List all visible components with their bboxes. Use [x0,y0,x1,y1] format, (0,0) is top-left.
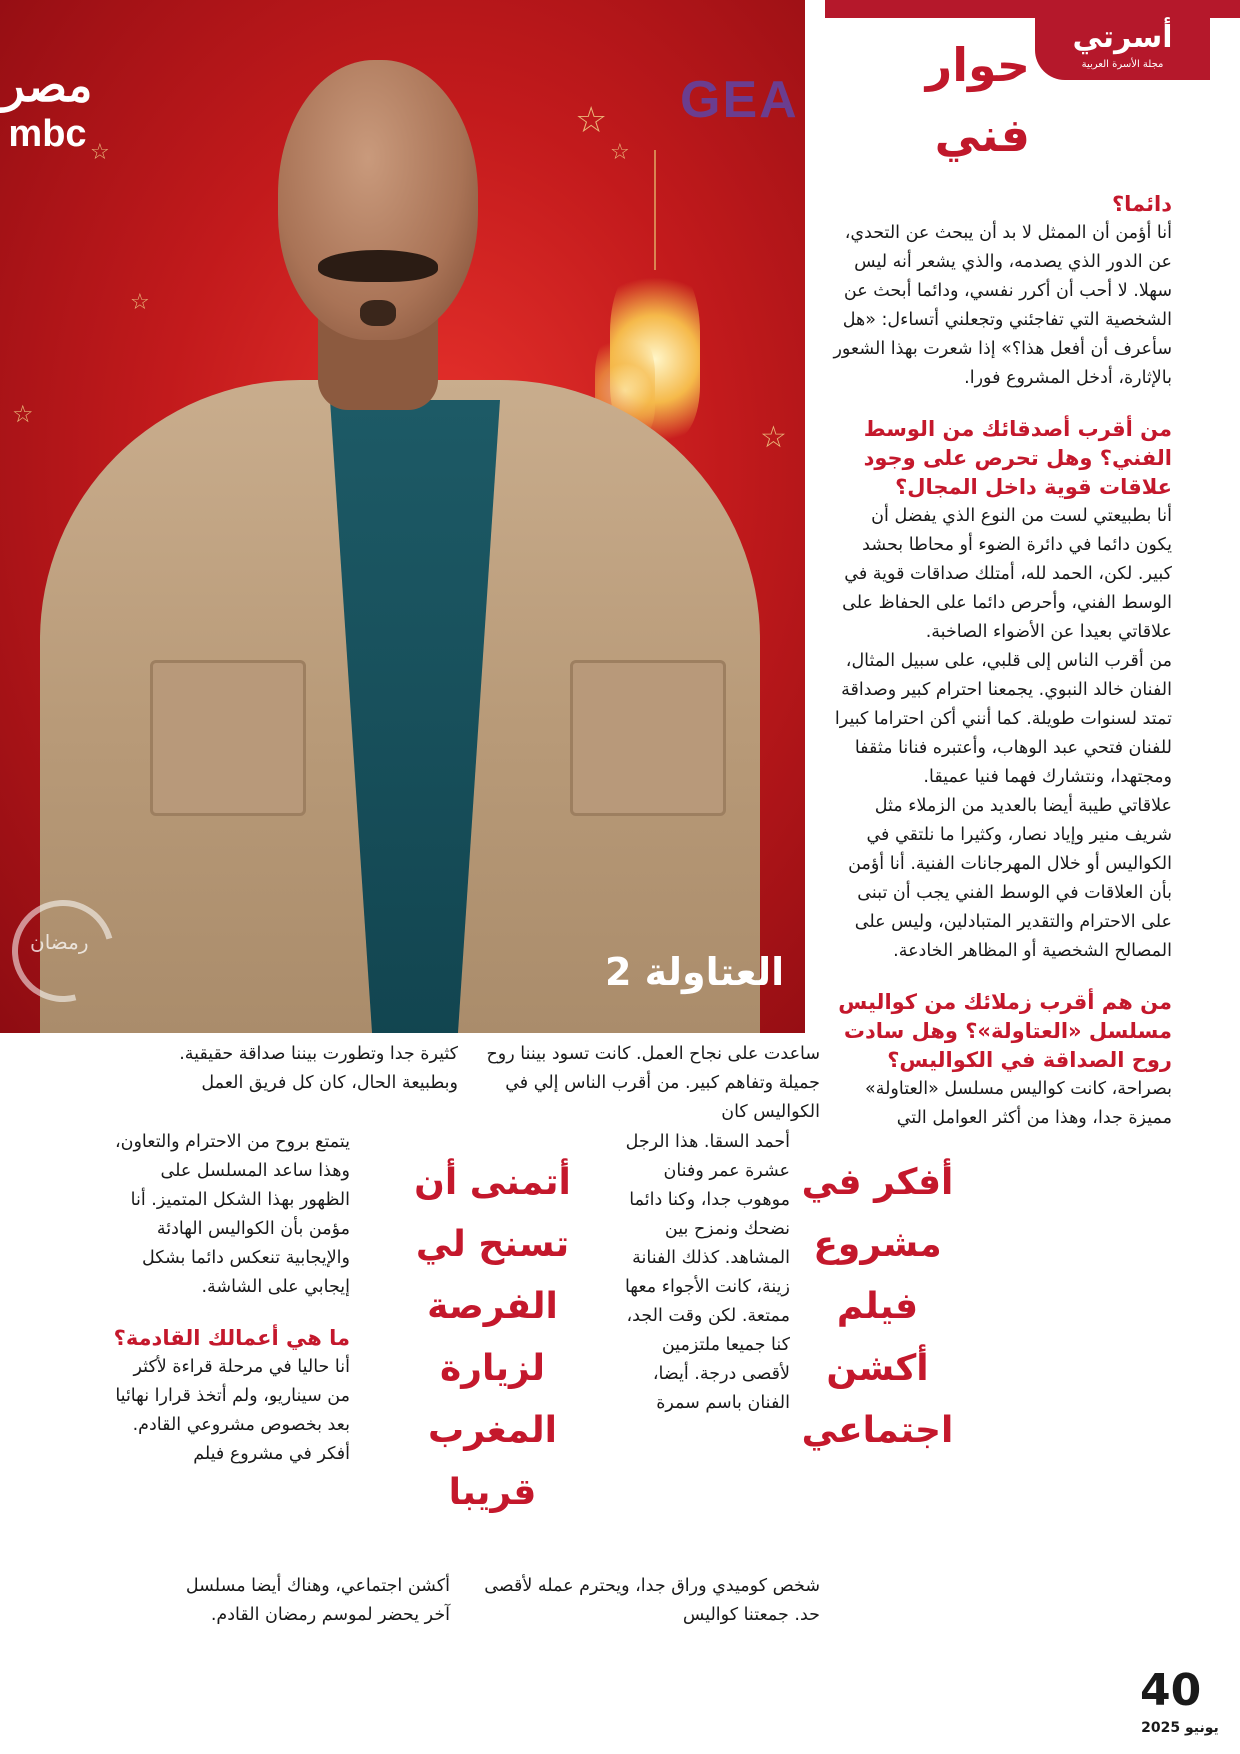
person-head [278,60,478,340]
interview-question: من هم أقرب زملائك من كواليس مسلسل «العتاولة»؟ وهل سادت روح الصداقة في الكواليس؟ [838,990,1172,1072]
jacket-pocket [570,660,726,816]
article-column-middle-top: ساعدت على نجاح العمل. كانت تسود بيننا روح جميلة وتفاهم كبير. من أقرب الناس إلي في الكواليس كان [486,1044,820,1122]
issue-date: يونيو 2025 [1141,1720,1219,1736]
paragraph: من أقرب الناس إلى قلبي، على سبيل المثال، الفنان خالد النبوي. يجمعنا احترام كبير وصداقة تمتد لسنوات طويلة. كما أنني أكن احتراما كبيرا للفنان فتحي عبد الوهاب، وأعتبره فنانا مثقفا ومجتهدا، ونتشارك فهما فنيا عميقا. [834,651,1172,787]
interview-question: ما هي أعمالك القادمة؟ [113,1326,350,1350]
article-column-left-bottom: أكشن اجتماعي، وهناك أيضا مسلسل آخر يحضر لموسم رمضان القادم. [185,1576,450,1625]
page-number: 40 [1140,1665,1202,1716]
paragraph: وبطبيعة الحال، كان كل فريق العمل [201,1073,458,1093]
jacket-pocket [150,660,306,816]
paragraph: علاقاتي طيبة أيضا بالعديد من الزملاء مثل شريف منير وإياد نصار، وكثيرا ما نلتقي في الكواليس أو خلال المهرجانات الفنية. أنا أؤمن بأن العلاقات في الوسط الفني يجب أن تبنى على الاحترام والتقدير المتبادلين، وليس على المصالح الشخصية أو المظاهر الخادعة. [848,796,1172,961]
paragraph: أنا بطبيعتي لست من النوع الذي يفضل أن يكون دائما في دائرة الضوء أو محاطا بحشد كبير. لكن، الحمد لله، أمتلك صداقات قوية في الوسط الفني، وأحرص دائما على الحفاظ على علاقاتي بعيدا عن الأضواء الصاخبة. [842,506,1172,642]
star-icon: ☆ [760,420,787,455]
interview-question: دائما؟ [1111,192,1172,216]
article-column-middle-bottom: شخص كوميدي وراق جدا، ويحترم عمله لأقصى حد. جمعتنا كواليس [484,1576,820,1625]
paragraph: أنا حاليا في مرحلة قراءة لأكثر من سيناريو، ولم أتخذ قرارا نهائيا بعد بخصوص مشروعي القادم. أفكر في مشروع فيلم [115,1357,350,1464]
cover-photo [0,0,805,1033]
paragraph: أنا أؤمن أن الممثل لا بد أن يبحث عن التحدي، عن الدور الذي يصدمه، والذي يشعر أنه ليس سهلا. لا أحب أن أكرر نفسي، ودائما أبحث عن الشخصية التي تفاجئني وتجعلني أتساءل: «هل سأعرف أن أفعل هذا؟» إذا شعرت بهذا الشعور بالإثارة، أدخل المشروع فورا. [833,223,1172,388]
channel-logo: مصر mbc [2,59,93,155]
person-mustache [318,250,438,282]
pull-quote-2: أتمنى أن تسنح لي الفرصة لزيارة المغرب قريبا [414,1162,571,1513]
pull-quote-1: أفكر في مشروع فيلم أكشن اجتماعي [801,1162,954,1451]
interview-question: من أقرب أصدقائك من الوسط الفني؟ وهل تحرص على وجود علاقات قوية داخل المجال؟ [863,417,1172,499]
person-goatee [360,300,396,326]
series-title: العتاولة 2 [605,950,785,994]
star-icon: ☆ [130,290,150,315]
article-column-left-narrow [110,1128,350,1469]
star-icon: ☆ [90,140,110,165]
lantern-chain [654,150,656,270]
paragraph: كثيرة جدا وتطورت بيننا صداقة حقيقية. [179,1044,458,1064]
star-icon: ☆ [575,100,608,141]
star-icon: ☆ [610,140,630,165]
ramadan-mark: رمضان [30,930,89,954]
star-icon: ☆ [12,400,34,428]
paragraph: يتمتع بروح من الاحترام والتعاون، وهذا ساعد المسلسل على الظهور بهذا الشكل المتميز. أنا مؤمن بأن الكواليس الهادئة والإيجابية تنعكس دائما بشكل إيجابي على الشاشة. [114,1132,350,1297]
magazine-logo: أسرتي مجلة الأسرة العربية [1035,18,1210,80]
article-column-right [832,190,1172,1133]
section-title: حوار فني [925,38,1030,162]
paragraph: بصراحة، كانت كواليس مسلسل «العتاولة» مميزة جدا، وهذا من أكثر العوامل التي [864,1079,1172,1128]
article-column-left-top [160,1040,458,1098]
article-column-middle-narrow: أحمد السقا. هذا الرجل عشرة عمر وفنان موهوب جدا، وكنا دائما نضحك ونمزح بين المشاهد. كذلك الفنانة زينة، كانت الأجواء معها ممتعة. لكن وقت الجد، كنا جميعا ملتزمين لأقصى درجة. أيضا، الفنان باسم سمرة [624,1132,790,1413]
sponsor-logo: GEA [680,71,799,129]
top-accent-bar [825,0,1240,18]
